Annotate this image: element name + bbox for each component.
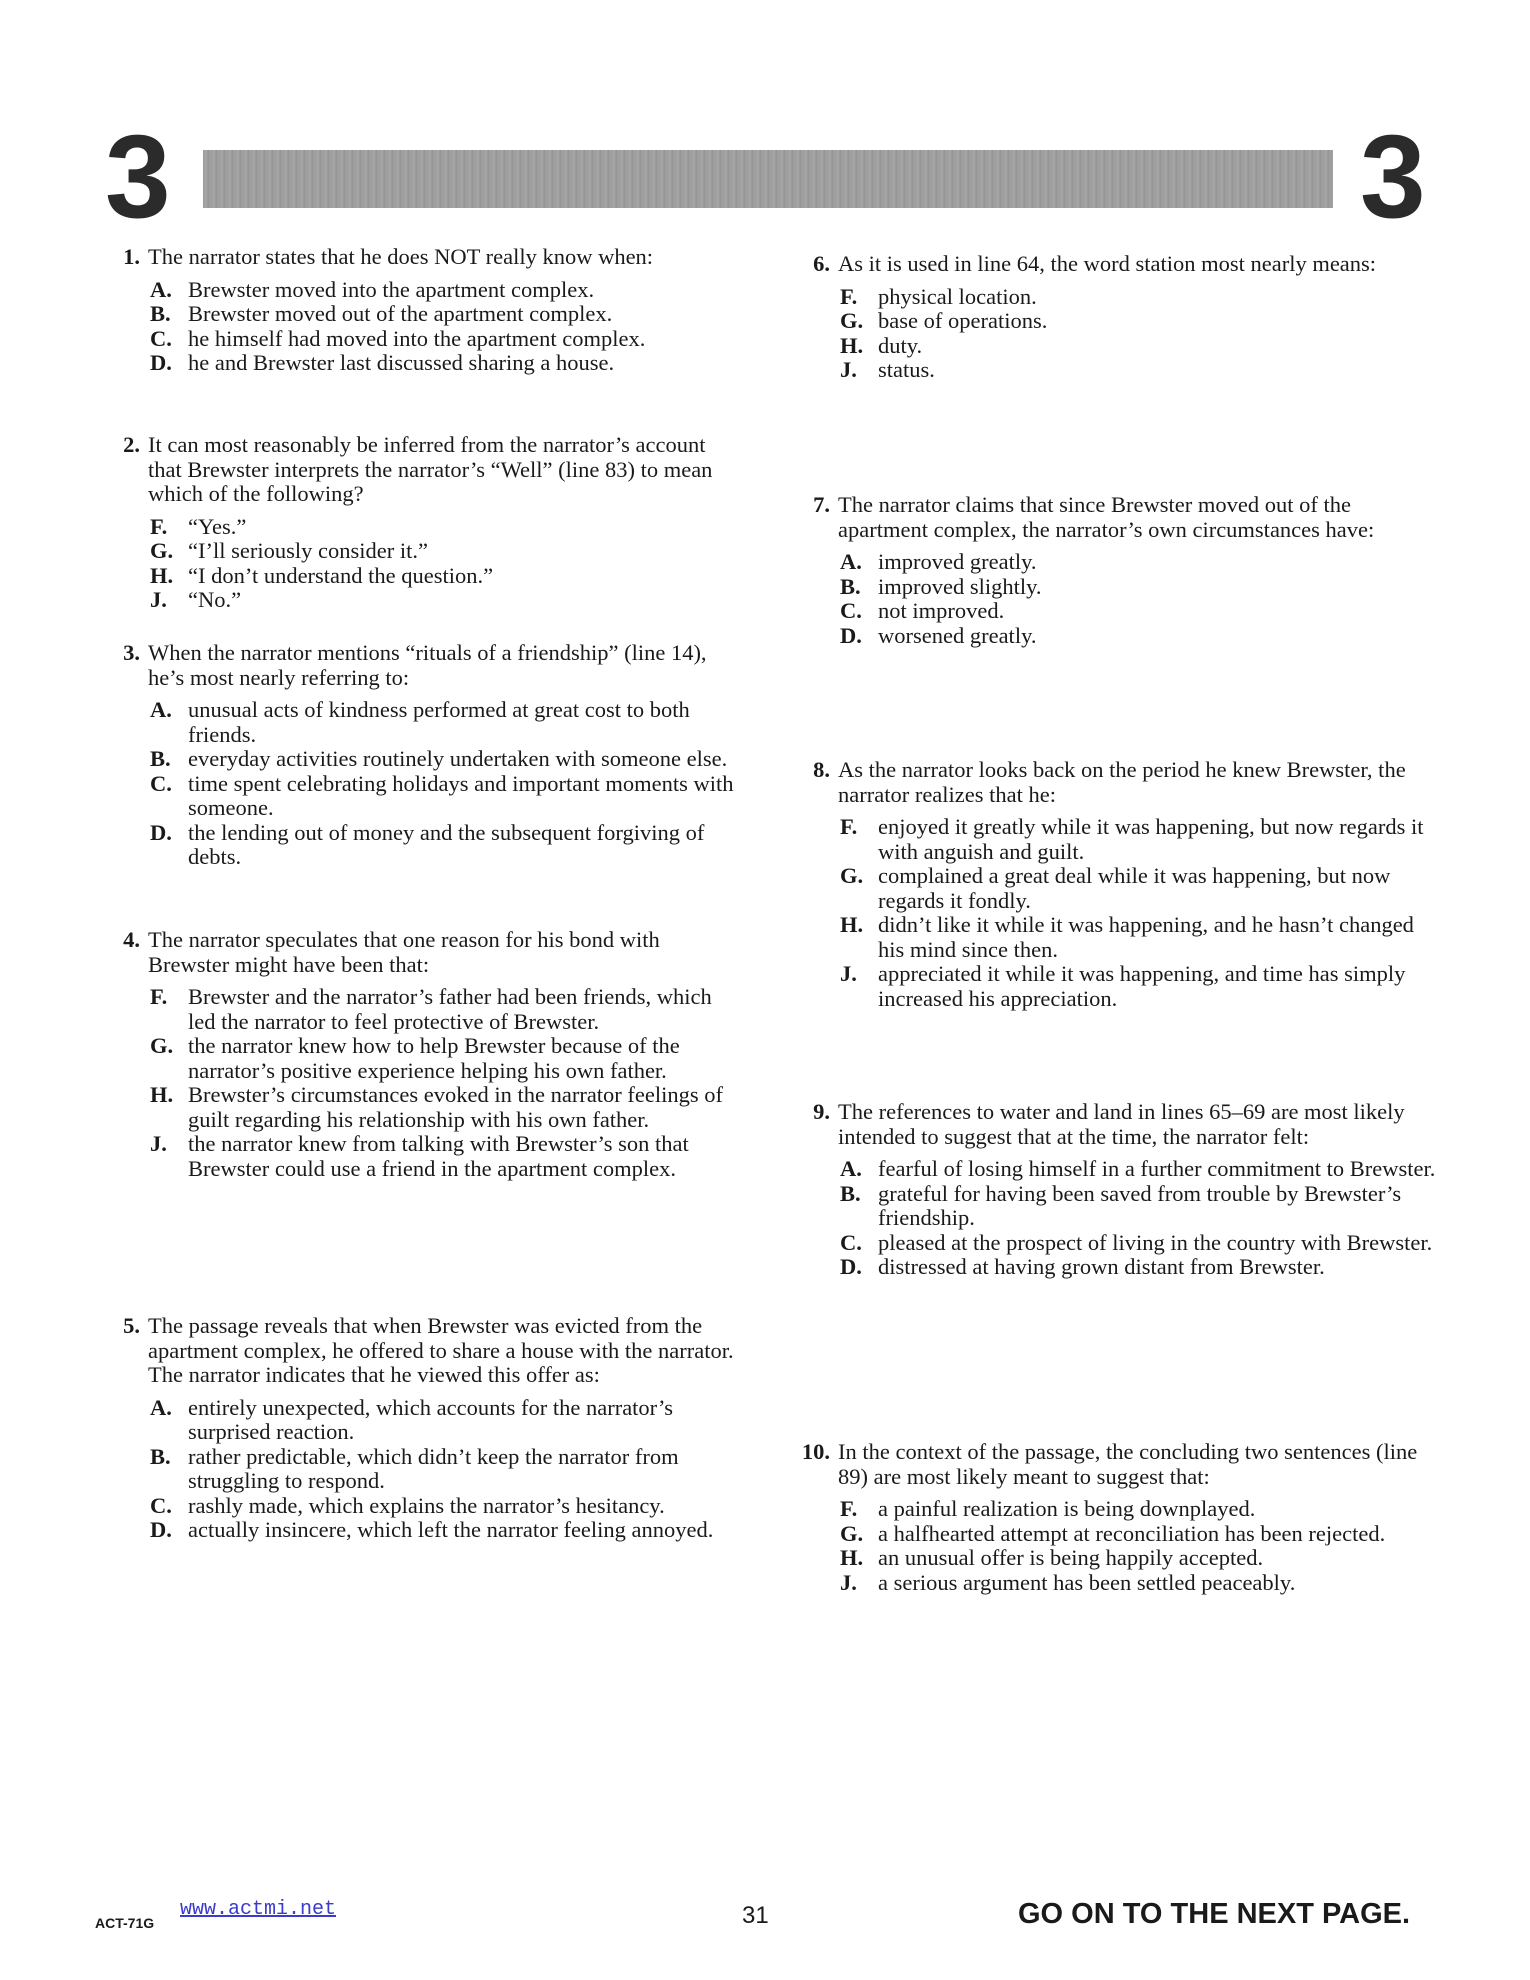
option-letter: J. — [840, 961, 857, 986]
option-letter: B. — [150, 1443, 171, 1469]
question-text: The passage reveals that when Brewster was evicted from the apartment complex, he offered to share a house with the narrator. The narrator indicates that he viewed this offer as: — [148, 1313, 734, 1387]
question-text: It can most reasonably be inferred from the narrator’s account that Brewster interprets the narrator’s “Well” (line 83) to mean which of the following? — [148, 432, 713, 506]
option-text: Brewster moved into the apartment complex. — [188, 276, 595, 302]
option-text: the narrator knew how to help Brewster because of the narrator’s positive experience helping his own father. — [188, 1033, 680, 1083]
answer-option[interactable] — [150, 1518, 740, 1543]
option-text: improved greatly. — [878, 549, 1037, 574]
website-link[interactable]: www.actmi.net — [180, 1898, 337, 1921]
answer-option[interactable] — [840, 285, 1440, 310]
option-letter: B. — [840, 1180, 861, 1206]
answer-option[interactable] — [840, 913, 1440, 962]
answer-option[interactable] — [150, 1083, 740, 1132]
option-text: time spent celebrating holidays and important moments with someone. — [188, 770, 734, 820]
answer-option[interactable] — [840, 1571, 1440, 1596]
answer-option[interactable] — [840, 575, 1440, 600]
option-text: a halfhearted attempt at reconciliation has been rejected. — [878, 1520, 1386, 1546]
option-letter: A. — [840, 1156, 862, 1181]
option-letter: H. — [150, 1082, 174, 1107]
option-letter: G. — [150, 1033, 174, 1058]
option-text: not improved. — [878, 598, 1005, 623]
answer-option[interactable] — [150, 515, 740, 540]
answer-option[interactable] — [840, 1255, 1440, 1280]
option-letter: B. — [840, 573, 861, 599]
question-number: 7. — [813, 492, 830, 517]
option-letter: J. — [840, 357, 857, 382]
option-text: “Yes.” — [188, 513, 247, 539]
question-number: 9. — [813, 1099, 830, 1124]
option-letter: H. — [840, 332, 864, 358]
answer-option[interactable] — [150, 1034, 740, 1083]
answer-options — [100, 698, 740, 870]
answer-option[interactable] — [840, 550, 1440, 575]
section-header-bar — [203, 150, 1333, 208]
option-text: an unusual offer is being happily accepted. — [878, 1545, 1264, 1570]
question-10 — [790, 1440, 1440, 1595]
option-letter: D. — [150, 350, 172, 375]
option-text: duty. — [878, 332, 923, 358]
question-number: 1. — [123, 244, 140, 269]
section-number-right: 3 — [1360, 111, 1426, 243]
option-text: “I’ll seriously consider it.” — [188, 538, 428, 563]
question-7 — [790, 493, 1440, 648]
option-letter: J. — [150, 1131, 167, 1156]
next-page-notice: GO ON TO THE NEXT PAGE. — [1018, 1898, 1411, 1930]
option-letter: C. — [840, 1229, 862, 1255]
option-letter: C. — [150, 1492, 172, 1518]
option-text: unusual acts of kindness performed at great cost to both friends. — [188, 697, 690, 747]
answer-options — [790, 285, 1440, 383]
answer-options — [790, 1157, 1440, 1280]
answer-options — [790, 1497, 1440, 1595]
question-text: When the narrator mentions “rituals of a friendship” (line 14), he’s most nearly referring to: — [148, 640, 707, 690]
option-text: rather predictable, which didn’t keep the narrator from struggling to respond. — [188, 1443, 679, 1493]
question-stem — [790, 252, 1440, 277]
option-letter: H. — [840, 1545, 864, 1570]
answer-option[interactable] — [840, 962, 1440, 1011]
question-number: 5. — [123, 1313, 140, 1338]
question-text: As the narrator looks back on the period he knew Brewster, the narrator realizes that he: — [838, 757, 1406, 807]
option-text: a painful realization is being downplayed. — [878, 1496, 1256, 1521]
answer-option[interactable] — [150, 698, 740, 747]
answer-options — [100, 985, 740, 1181]
option-text: complained a great deal while it was happening, but now regards it fondly. — [878, 863, 1391, 913]
answer-option[interactable] — [150, 351, 740, 376]
answer-option[interactable] — [840, 334, 1440, 359]
option-text: Brewster and the narrator’s father had been friends, which led the narrator to feel protective of Brewster. — [188, 984, 712, 1034]
option-text: improved slightly. — [878, 573, 1042, 599]
answer-options — [100, 515, 740, 613]
option-text: Brewster moved out of the apartment complex. — [188, 301, 613, 326]
question-stem — [100, 641, 740, 690]
question-5 — [100, 1314, 740, 1543]
option-letter: G. — [840, 1520, 864, 1546]
question-text: The narrator claims that since Brewster moved out of the apartment complex, the narrator’s own circumstances have: — [838, 492, 1375, 542]
option-text: the lending out of money and the subsequent forgiving of debts. — [188, 819, 705, 869]
option-text: rashly made, which explains the narrator’s hesitancy. — [188, 1492, 665, 1518]
answer-option[interactable] — [150, 278, 740, 303]
option-text: pleased at the prospect of living in the country with Brewster. — [878, 1229, 1433, 1255]
question-text: As it is used in line 64, the word station most nearly means: — [838, 251, 1377, 276]
question-6 — [790, 252, 1440, 383]
option-letter: C. — [150, 325, 172, 351]
option-text: worsened greatly. — [878, 622, 1037, 648]
option-letter: B. — [150, 301, 171, 326]
option-letter: D. — [150, 1517, 172, 1542]
answer-option[interactable] — [150, 302, 740, 327]
option-letter: C. — [150, 770, 172, 796]
question-text: The narrator speculates that one reason for his bond with Brewster might have been that: — [148, 927, 660, 977]
question-1 — [100, 245, 740, 376]
option-text: entirely unexpected, which accounts for the narrator’s surprised reaction. — [188, 1394, 674, 1444]
option-text: everyday activities routinely undertaken with someone else. — [188, 746, 728, 771]
option-text: didn’t like it while it was happening, and he hasn’t changed his mind since then. — [878, 912, 1414, 962]
answer-option[interactable] — [150, 539, 740, 564]
option-text: he himself had moved into the apartment complex. — [188, 325, 646, 351]
question-9 — [790, 1100, 1440, 1280]
answer-option[interactable] — [150, 1445, 740, 1494]
question-stem — [100, 245, 740, 270]
option-letter: C. — [840, 598, 862, 623]
option-text: he and Brewster last discussed sharing a house. — [188, 350, 615, 375]
answer-option[interactable] — [150, 747, 740, 772]
option-letter: D. — [840, 622, 862, 648]
answer-option[interactable] — [150, 588, 740, 613]
question-stem — [790, 758, 1440, 807]
question-number: 2. — [123, 432, 140, 457]
option-letter: G. — [840, 863, 864, 888]
answer-option[interactable] — [840, 1497, 1440, 1522]
answer-options — [790, 815, 1440, 1011]
answer-option[interactable] — [150, 821, 740, 870]
question-text: In the context of the passage, the concluding two sentences (line 89) are most likely meant to suggest that: — [838, 1439, 1418, 1489]
answer-option[interactable] — [840, 309, 1440, 334]
answer-options — [790, 550, 1440, 648]
option-letter: G. — [150, 538, 174, 563]
answer-option[interactable] — [150, 1494, 740, 1519]
question-text: The references to water and land in lines 65–69 are most likely intended to suggest that at the time, the narrator felt: — [838, 1099, 1405, 1149]
option-text: physical location. — [878, 283, 1037, 309]
option-text: base of operations. — [878, 308, 1048, 333]
option-text: appreciated it while it was happening, and time has simply increased his appreciation. — [878, 961, 1406, 1011]
answer-option[interactable] — [840, 1157, 1440, 1182]
question-stem — [100, 928, 740, 977]
question-stem — [790, 1440, 1440, 1489]
option-text: distressed at having grown distant from Brewster. — [878, 1254, 1325, 1279]
question-stem — [790, 1100, 1440, 1149]
answer-option[interactable] — [840, 599, 1440, 624]
answer-option[interactable] — [840, 1546, 1440, 1571]
question-number: 3. — [123, 640, 140, 665]
question-stem — [100, 1314, 740, 1388]
answer-option[interactable] — [840, 1231, 1440, 1256]
question-number: 8. — [813, 757, 830, 782]
form-code: ACT-71G — [95, 1915, 155, 1931]
page-number: 31 — [742, 1902, 769, 1929]
option-letter: D. — [150, 819, 172, 845]
option-letter: J. — [150, 587, 167, 612]
answer-option[interactable] — [840, 1182, 1440, 1231]
answer-option[interactable] — [840, 624, 1440, 649]
question-8 — [790, 758, 1440, 1011]
answer-option[interactable] — [840, 1522, 1440, 1547]
option-letter: F. — [150, 513, 168, 539]
answer-option[interactable] — [150, 1396, 740, 1445]
option-text: fearful of losing himself in a further commitment to Brewster. — [878, 1156, 1436, 1181]
option-letter: F. — [840, 283, 858, 309]
option-letter: A. — [150, 276, 172, 302]
option-letter: F. — [840, 814, 858, 839]
answer-option[interactable] — [150, 985, 740, 1034]
option-letter: F. — [840, 1496, 858, 1521]
option-text: actually insincere, which left the narrator feeling annoyed. — [188, 1517, 714, 1542]
answer-option[interactable] — [840, 358, 1440, 383]
option-text: enjoyed it greatly while it was happening, but now regards it with anguish and guilt. — [878, 814, 1424, 864]
option-text: the narrator knew from talking with Brewster’s son that Brewster could use a friend in the apartment complex. — [188, 1131, 689, 1181]
option-text: “I don’t understand the question.” — [188, 562, 494, 588]
option-text: status. — [878, 357, 935, 382]
question-4 — [100, 928, 740, 1181]
option-text: “No.” — [188, 587, 242, 612]
question-3 — [100, 641, 740, 870]
option-letter: H. — [150, 562, 174, 588]
answer-option[interactable] — [840, 815, 1440, 864]
option-letter: H. — [840, 912, 864, 937]
option-letter: A. — [840, 549, 862, 574]
question-text: The narrator states that he does NOT really know when: — [148, 244, 654, 269]
section-number-left: 3 — [105, 111, 171, 243]
answer-option[interactable] — [150, 564, 740, 589]
answer-option[interactable] — [150, 772, 740, 821]
answer-option[interactable] — [840, 864, 1440, 913]
answer-options — [100, 1396, 740, 1543]
answer-options — [100, 278, 740, 376]
answer-option[interactable] — [150, 1132, 740, 1181]
option-letter: B. — [150, 746, 171, 771]
option-letter: A. — [150, 697, 172, 722]
option-letter: A. — [150, 1394, 172, 1420]
option-text: grateful for having been saved from trouble by Brewster’s friendship. — [878, 1180, 1402, 1230]
option-letter: J. — [840, 1569, 857, 1595]
question-number: 4. — [123, 927, 140, 952]
question-2 — [100, 433, 740, 613]
option-text: Brewster’s circumstances evoked in the narrator feelings of guilt regarding his relationship with his own father. — [188, 1082, 724, 1132]
answer-option[interactable] — [150, 327, 740, 352]
option-letter: D. — [840, 1254, 862, 1279]
question-stem — [790, 493, 1440, 542]
question-stem — [100, 433, 740, 507]
option-letter: F. — [150, 984, 168, 1009]
question-number: 10. — [801, 1439, 830, 1464]
question-number: 6. — [813, 251, 830, 276]
option-letter: G. — [840, 308, 864, 333]
option-text: a serious argument has been settled peaceably. — [878, 1569, 1296, 1595]
